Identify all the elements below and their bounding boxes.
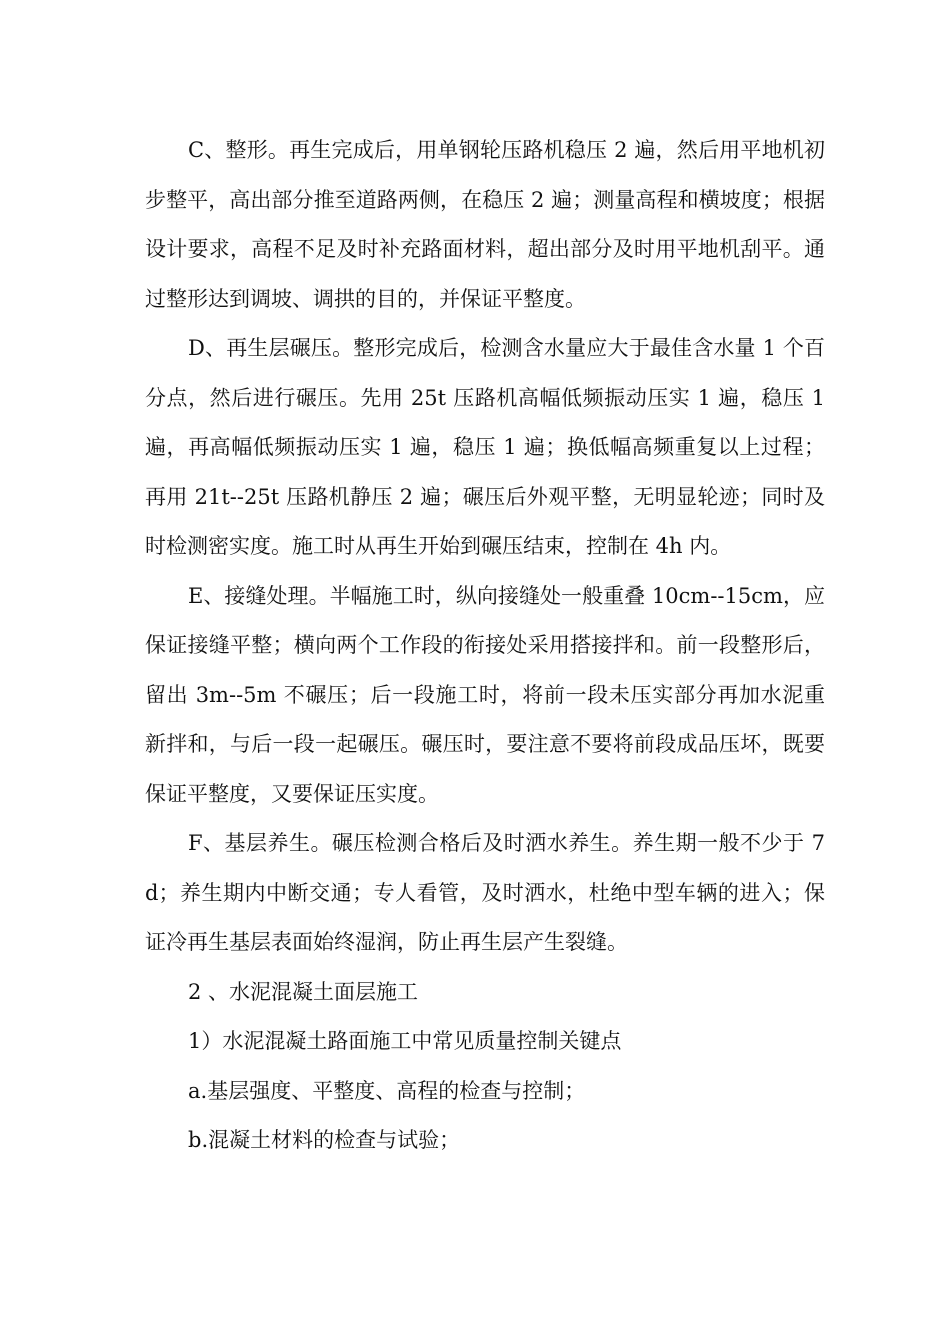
list-item: a.基层强度、平整度、高程的检查与控制； xyxy=(188,1078,586,1103)
section-heading: 2 、水泥混凝土面层施工 xyxy=(188,979,419,1004)
paragraph-base-curing: F、基层养生。碾压检测合格后及时洒水养生。养生期一般不少于 7d；养生期内中断交通；专人看管，及时洒水，杜绝中型车辆的进入；保证冷再生基层表面始终湿润，防止再生层产生裂缝。 xyxy=(145,831,825,954)
paragraph-joint-treatment: E、接缝处理。半幅施工时，纵向接缝处一般重叠 10cm--15cm，应保证接缝平整；横向两个工作段的衔接处采用搭接拌和。前一段整形后，留出 3m--5m 不碾压；后一段施工时，将前一段未压实部分再加水泥重新拌和，与后一段一起碾压。碾压时，要注意不要将前段成品压坏，既要保证平整度，又要保证压实度。 xyxy=(145,583,825,806)
subsection-heading: 1）水泥混凝土路面施工中常见质量控制关键点 xyxy=(188,1029,622,1053)
document-body xyxy=(145,126,825,1166)
list-item: b.混凝土材料的检查与试验； xyxy=(188,1128,461,1152)
paragraph-shaping: C、整形。再生完成后，用单钢轮压路机稳压 2 遍，然后用平地机初步整平，高出部分推至道路两侧，在稳压 2 遍；测量高程和横坡度；根据设计要求，高程不足及时补充路面材料，超出部分及时用平地机刮平。通过整形达到调坡、调拱的目的，并保证平整度。 xyxy=(145,138,825,311)
paragraph-compaction: D、再生层碾压。整形完成后，检测含水量应大于最佳含水量 1 个百分点，然后进行碾压。先用 25t 压路机高幅低频振动压实 1 遍，稳压 1 遍，再高幅低频振动压实 1 遍，稳压 1 遍；换低幅高频重复以上过程；再用 21t--25t 压路机静压 2 遍；碾压后外观平整，无明显轮迹；同时及时检测密实度。施工时从再生开始到碾压结束，控制在 4h 内。 xyxy=(145,336,825,558)
